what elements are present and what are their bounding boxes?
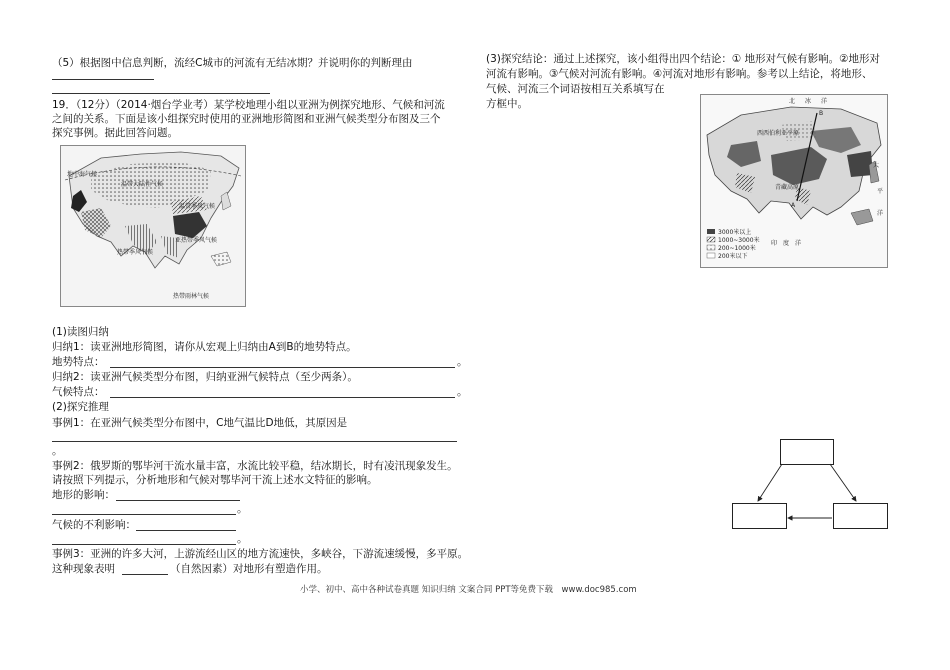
- map1-label-0: 地中海气候: [67, 171, 98, 178]
- induction-2-text: 归纳2：读亚洲气候类型分布图，归纳亚洲气候特点（至少两条）。: [52, 371, 358, 383]
- map1-label-4: 热带季风气候: [117, 249, 154, 256]
- climate-effect-label: 气候的不利影响：: [52, 519, 136, 531]
- climate-features-answer-line[interactable]: [110, 397, 455, 398]
- terrain-features-answer-line[interactable]: [110, 367, 455, 368]
- arrow-top-to-left: [758, 464, 782, 501]
- climate-features-label: 气候特点：: [52, 386, 105, 398]
- map1-label-3: 温带季风气候: [179, 203, 216, 210]
- climate-effect-answer-line-1[interactable]: [136, 530, 236, 531]
- case-2-line-2: 请按照下列提示，分析地形和气候对鄂毕河干流上述水文特征的影响。: [52, 474, 378, 486]
- map2-label-6: 印: [771, 240, 778, 247]
- map2-label-3: 太: [873, 162, 880, 169]
- map2-label-12: 青藏高原: [775, 184, 800, 191]
- asia-terrain-map-drawing: [701, 95, 887, 267]
- map2-label-8: 洋: [795, 240, 802, 247]
- asia-terrain-map: [700, 94, 888, 268]
- asia-climate-map-drawing: [61, 146, 245, 306]
- legend-label-3: 200米以下: [718, 253, 748, 260]
- terrain-effect-answer-line-2[interactable]: [52, 514, 236, 515]
- map1-label-5: 热带雨林气候: [173, 293, 210, 300]
- case-3-answer-line[interactable]: [122, 574, 168, 575]
- induction-1-text: 归纳1：读亚洲地形简图，请你从宏观上归纳由A到B的地势特点。: [52, 341, 357, 353]
- terrain-effect-period: 。: [237, 503, 248, 515]
- section-3-line-2: 河流有影响。③气候对河流有影响。④河流对地形有影响。参考以上结论，将地形、: [486, 68, 873, 80]
- case-3-line-1: 事例3：亚洲的许多大河，上游流经山区的地方流速快，多峡谷，下游流速缓慢，多平原。: [52, 548, 469, 560]
- terrain-effect-label: 地形的影响：: [52, 489, 115, 501]
- legend-swatch-0: [707, 229, 715, 234]
- question-5-text: （5）根据图中信息判断，流经C城市的河流有无结冰期？并说明你的判断理由: [52, 57, 413, 69]
- case-2-line-1: 事例2：俄罗斯的鄂毕河干流水量丰富，水流比较平稳，结冰期长，时有凌汛现象发生。: [52, 460, 458, 472]
- relation-arrows: [730, 437, 890, 532]
- case-1-period: 。: [52, 445, 63, 457]
- map2-label-0: 北: [789, 98, 796, 105]
- case-1-answer-line[interactable]: [52, 441, 457, 442]
- arrow-top-to-right: [830, 464, 856, 501]
- question-19-line-3: 探究事例。据此回答问题。: [52, 127, 178, 139]
- section-3-line-4: 方框中。: [486, 98, 528, 110]
- terrain-period: 。: [457, 356, 468, 368]
- map2-label-11: 西西伯利亚平原: [757, 130, 800, 137]
- map2-label-4: 平: [877, 188, 884, 195]
- climate-effect-answer-line-2[interactable]: [52, 544, 236, 545]
- section-2-title: (2)探究推理: [52, 401, 109, 413]
- map2-label-5: 洋: [877, 210, 884, 217]
- asia-climate-map: [60, 145, 246, 307]
- legend-label-1: 1000~3000米: [718, 237, 760, 244]
- map2-label-9: B: [819, 110, 824, 117]
- case-3-line-2a: 这种现象表明: [52, 563, 115, 575]
- map2-label-10: A: [791, 202, 796, 209]
- terrain-features-label: 地势特点：: [52, 356, 105, 368]
- question-19-line-2: 之间的关系。下面是该小组探究时使用的亚洲地形简图和亚洲气候类型分布图及三个: [52, 113, 441, 125]
- legend-swatch-3: [707, 253, 715, 258]
- legend-swatch-1: [707, 237, 715, 242]
- section-3-line-3: 气候、河流三个词语按相互关系填写在: [486, 83, 665, 95]
- q5-answer-line-1[interactable]: [52, 79, 154, 80]
- climate-period: 。: [457, 386, 468, 398]
- legend-label-2: 200~1000米: [718, 245, 756, 252]
- map1-label-2: 亚热带季风气候: [175, 237, 218, 244]
- map2-label-7: 度: [783, 240, 790, 247]
- section-3-line-1: (3)探究结论：通过上述探究，该小组得出四个结论：① 地形对气候有影响。②地形对: [486, 53, 881, 65]
- q5-answer-line-2[interactable]: [52, 93, 270, 94]
- legend-swatch-2: [707, 245, 715, 250]
- case-3-line-2b: （自然因素）对地形有塑造作用。: [170, 563, 328, 575]
- case-1-text: 事例1：在亚洲气候类型分布图中，C地气温比D地低，其原因是: [52, 417, 348, 429]
- page-footer: 小学、初中、高中各种试卷真题 知识归纳 文案合同 PPT等免费下载 www.doc985.com: [300, 585, 637, 595]
- map1-label-1: 温带大陆性气候: [121, 181, 164, 188]
- legend-label-0: 3000米以上: [718, 229, 752, 236]
- section-1-title: (1)读图归纳: [52, 326, 109, 338]
- climate-effect-period: 。: [237, 533, 248, 545]
- question-19-line-1: 19．（12分）（2014·烟台学业考）某学校地理小组以亚洲为例探究地形、气候和河流: [52, 99, 445, 111]
- map2-label-1: 冰: [805, 98, 812, 105]
- terrain-effect-answer-line-1[interactable]: [116, 500, 240, 501]
- map2-label-2: 洋: [821, 98, 828, 105]
